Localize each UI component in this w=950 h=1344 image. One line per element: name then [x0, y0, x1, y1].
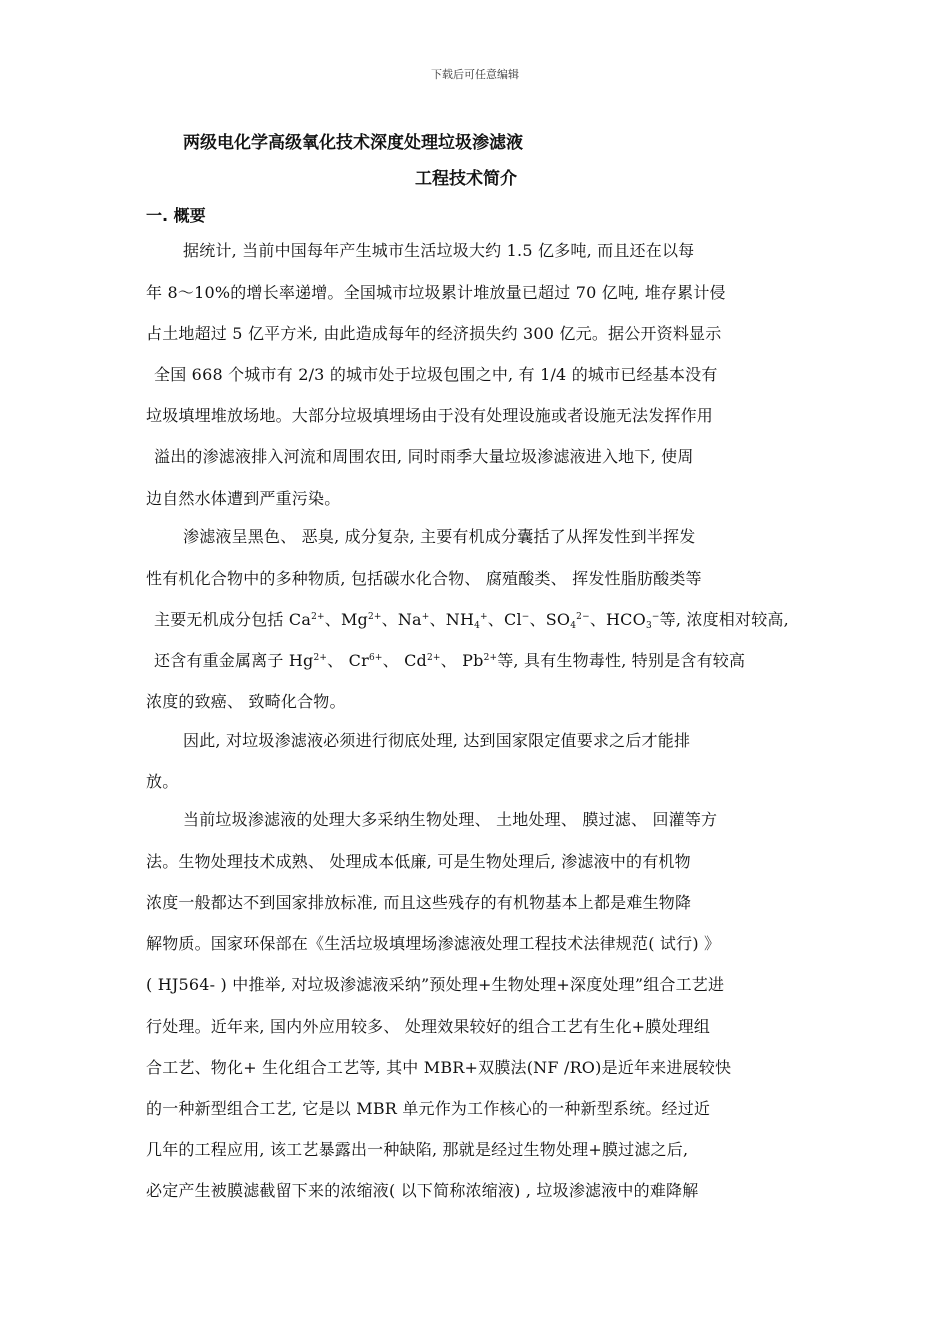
paragraph-line: 法。生物处理技术成熟、 处理成本低廉, 可是生物处理后, 渗滤液中的有机物 [146, 852, 691, 871]
paragraph-line: 全国 668 个城市有 2/3 的城市处于垃圾包围之中, 有 1/4 的城市已经基本没有 [154, 365, 718, 384]
document-title: 两级电化学高级氧化技术深度处理垃圾渗滤液 [183, 133, 523, 153]
paragraph-line: 必定产生被膜滤截留下来的浓缩液( 以下简称浓缩液) , 垃圾渗滤液中的难降解 [146, 1181, 699, 1200]
paragraph-line: 边自然水体遭到严重污染。 [146, 489, 341, 508]
paragraph-line: 解物质。国家环保部在《生活垃圾填埋场渗滤液处理工程技术法律规范( 试行) 》 [146, 934, 721, 953]
paragraph-line: 放。 [146, 772, 179, 791]
paragraph-line: 溢出的渗滤液排入河流和周围农田, 同时雨季大量垃圾渗滤液进入地下, 使周 [154, 447, 694, 466]
paragraph-line: 性有机化合物中的多种物质, 包括碳水化合物、 腐殖酸类、 挥发性脂肪酸类等 [146, 569, 702, 588]
paragraph-line: 浓度一般都达不到国家排放标准, 而且这些残存的有机物基本上都是难生物降 [146, 893, 692, 912]
paragraph-line: 垃圾填埋堆放场地。大部分垃圾填埋场由于没有处理设施或者设施无法发挥作用 [146, 406, 714, 425]
paragraph-line: 几年的工程应用, 该工艺暴露出一种缺陷, 那就是经过生物处理+膜过滤之后, [146, 1140, 689, 1159]
section-heading: 一. 概要 [146, 206, 206, 225]
paragraph-line-ions: 主要无机成分包括 $Ca^{2+}$、$Mg^{2+}$、Na+、$NH_4^+$、Cl−、$SO_4^{2-}$、$HCO_3^-$等, 浓度相对较高, [154, 610, 789, 631]
paragraph-line-heavy-metals: 还含有重金属离子 $Hg^{2+}$、 $Cr^{6+}$、 $Cd^{2+}$、 $Pb^{2+}$等, 具有生物毒性, 特别是含有较高 [154, 651, 746, 670]
paragraph-line: 合工艺、物化+ 生化组合工艺等, 其中 MBR+双膜法(NF /RO)是近年来进展较快 [146, 1058, 732, 1077]
paragraph-line: ( HJ564- ) 中推举, 对垃圾渗滤液采纳”预处理+生物处理+深度处理”组合工艺进 [146, 975, 725, 994]
paragraph-line: 的一种新型组合工艺, 它是以 MBR 单元作为工作核心的一种新型系统。经过近 [146, 1099, 711, 1118]
document-subtitle: 工程技术简介 [415, 169, 517, 189]
paragraph-line: 占土地超过 5 亿平方米, 由此造成每年的经济损失约 300 亿元。据公开资料显示 [146, 324, 722, 343]
paragraph-line: 当前垃圾渗滤液的处理大多采纳生物处理、 土地处理、 膜过滤、 回灌等方 [183, 810, 718, 829]
paragraph-line: 年 8～10%的增长率递增。全国城市垃圾累计堆放量已超过 70 亿吨, 堆存累计侵 [146, 283, 726, 302]
paragraph-line: 浓度的致癌、 致畸化合物。 [146, 692, 346, 711]
paragraph-line: 因此, 对垃圾渗滤液必须进行彻底处理, 达到国家限定值要求之后才能排 [183, 731, 691, 750]
paragraph-line: 渗滤液呈黑色、 恶臭, 成分复杂, 主要有机成分囊括了从挥发性到半挥发 [183, 527, 696, 546]
paragraph-line: 行处理。近年来, 国内外应用较多、 处理效果较好的组合工艺有生化+膜处理组 [146, 1017, 711, 1036]
header-note: 下载后可任意编辑 [431, 68, 519, 81]
paragraph-line: 据统计, 当前中国每年产生城市生活垃圾大约 1.5 亿多吨, 而且还在以每 [183, 241, 695, 260]
